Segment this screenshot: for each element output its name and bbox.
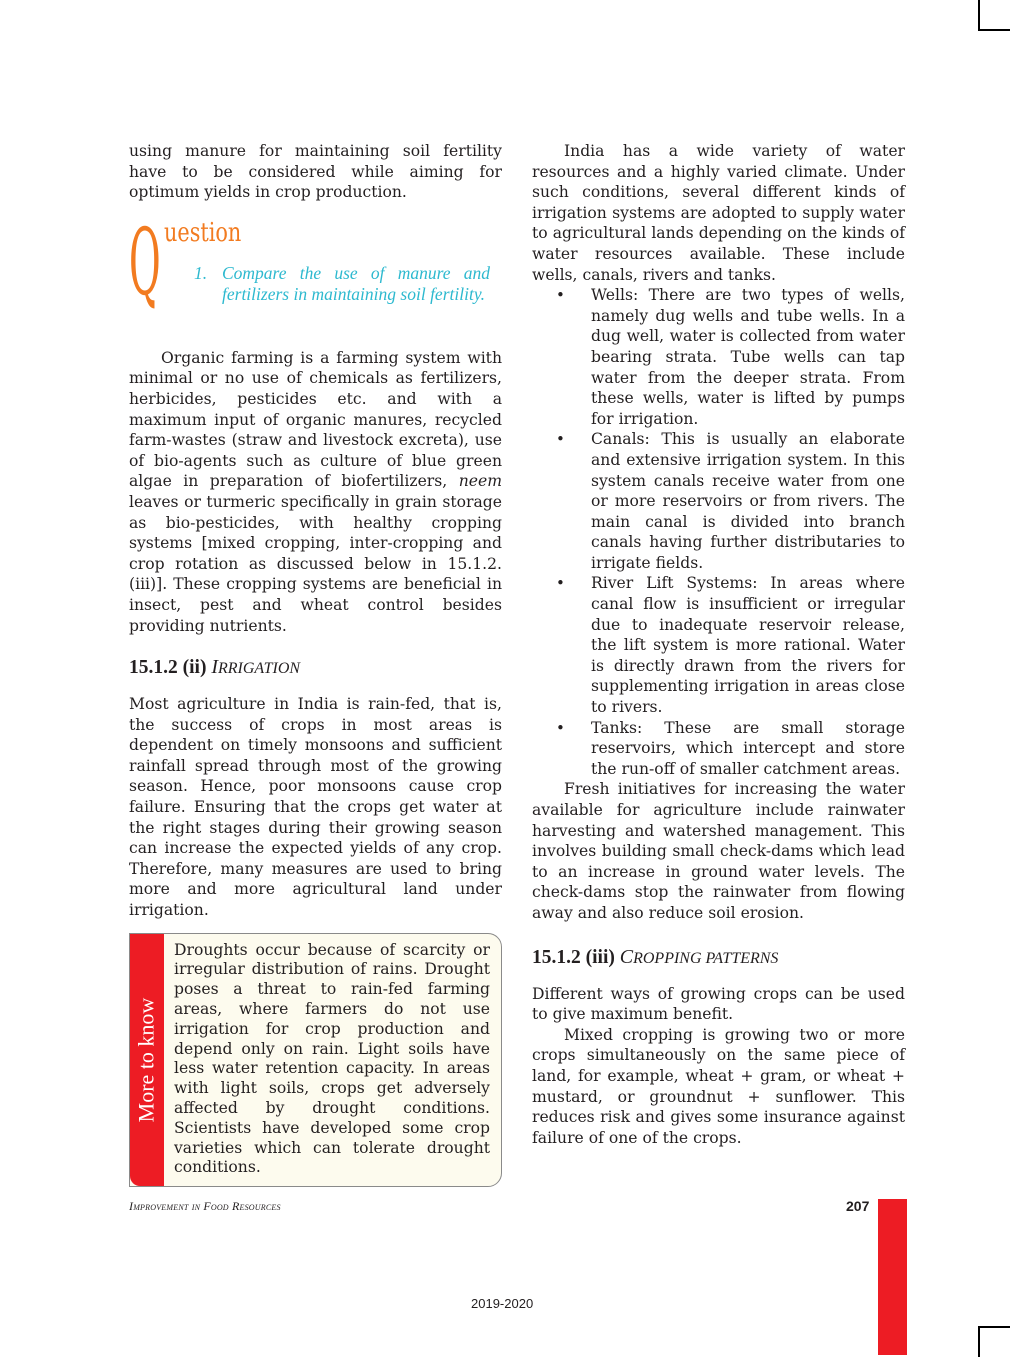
initiatives-paragraph: Fresh initiatives for increasing the water available for agriculture include rainwater harvesting and watershed management. This involves building small check-dams which lead to an increase in ground water levels. The check-dams stop the rainwater from flowing away and also reduce soil erosion. xyxy=(532,780,905,922)
more-to-know-box xyxy=(129,933,502,1187)
question-text: Compare the use of manure and fertilizers in maintaining soil fertility. xyxy=(222,262,490,304)
running-head: Improvement in Food Resources xyxy=(129,1199,281,1213)
crop-mark-bottom-right xyxy=(978,1326,1010,1357)
bullet-text: These are small storage reservoirs, which intercept and store the run-off of smaller catchment areas. xyxy=(591,718,905,778)
page-edge-red-bar xyxy=(878,1199,907,1355)
organic-text-neem: neem xyxy=(458,472,502,491)
water-resources-paragraph: India has a wide variety of water resources and a highly varied climate. Under such conditions, several different kinds of irrigation systems are adopted to supply water to agricultural lands depending on the kinds of water resources available. These include wells, canals, rivers and tanks. xyxy=(532,142,905,284)
question-number: 1. xyxy=(194,262,208,283)
organic-text-part-2: leaves or turmeric specifically in grain storage as bio-pesticides, with healthy cropping systems [mixed cropping, inter-cropping and crop rotation as discussed below in 15.1.2.(iii)]. These cropping systems are beneficial in insect, pest and wheat control besides providing nutrients. xyxy=(129,492,502,635)
organic-farming-paragraph xyxy=(129,348,502,636)
bullet-term: Wells: xyxy=(591,286,639,305)
edition-year: 2019-2020 xyxy=(471,1296,534,1311)
irrigation-title-rest: RRIGATION xyxy=(218,660,301,678)
bullet-icon: • xyxy=(556,430,565,449)
irrigation-section-title xyxy=(211,656,301,679)
irrigation-title-cap: I xyxy=(211,656,218,679)
more-to-know-tab xyxy=(130,934,164,1186)
question-letter-q: Q xyxy=(129,208,161,316)
cropping-title-rest: ROPPING PATTERNS xyxy=(633,949,779,967)
irrigation-systems-list xyxy=(532,285,905,779)
bullet-term: Tanks: xyxy=(591,718,643,737)
left-column xyxy=(129,141,502,1187)
bullet-icon: • xyxy=(556,574,565,593)
irrigation-paragraph: Most agriculture in India is rain-fed, that is, the success of crops in most areas is dependent on timely monsoons and sufficient rainfall spread through most of the growing season. Hence, poor monsoons cause crop failure. Ensuring that the crops get water at the right stages during their growing season can increase the expected yields of any crop. Therefore, many measures are used to bring more and more agricultural land under irrigation. xyxy=(129,695,502,920)
bullet-term: Canals: xyxy=(591,430,650,449)
irrigation-heading xyxy=(129,654,502,682)
bullet-text: In areas where canal flow is insufficient or irregular due to inadequate reservoir release, the lift system is more rational. Water is directly drawn from the rivers for supplementing irrigation in areas close to rivers. xyxy=(591,574,906,717)
question-item xyxy=(194,263,490,305)
bullet-text: There are two types of wells, namely dug wells and tube wells. In a dug well, water is collected from water bearing strata. Tube wells can tap water from the deeper strata. From these wells, water is lifted by pumps for irrigation. xyxy=(591,286,905,428)
list-item xyxy=(532,718,905,780)
bullet-term: River Lift Systems: xyxy=(591,574,758,593)
question-box xyxy=(129,208,502,348)
bullet-icon: • xyxy=(556,718,565,737)
cropping-paragraph-1: Different ways of growing crops can be used to give maximum benefit. xyxy=(532,984,905,1024)
mixed-cropping-paragraph: Mixed cropping is growing two or more crops simultaneously on the same piece of land, for example, wheat + gram, or wheat + mustard, or groundnut + sunflower. This reduces risk and gives some insurance against failure of one of the crops. xyxy=(532,1025,905,1147)
bullet-text: This is usually an elaborate and extensive irrigation system. In this system canals receive water from one or more reservoirs or from rivers. The main canal is divided into branch canals having further distributaries to irrigate fields. xyxy=(591,430,905,572)
more-to-know-label: More to know xyxy=(133,997,159,1122)
right-column xyxy=(532,141,905,1148)
list-item xyxy=(532,429,905,573)
cropping-heading xyxy=(532,944,905,972)
bullet-icon: • xyxy=(556,286,565,305)
more-to-know-text: Droughts occur because of scarcity or irregular distribution of rains. Drought poses a threat to rain-fed farming areas, where farmers do not use irrigation for crop production and depend only on rain. Light soils have less water retention capacity. In areas with light soils, crops get adversely affected by drought conditions. Scientists have developed some crop varieties which can tolerate drought conditions. xyxy=(174,940,490,1177)
page-number: 207 xyxy=(846,1198,870,1214)
crop-mark-top-right xyxy=(978,0,1010,31)
irrigation-section-number: 15.1.2 (ii) xyxy=(129,657,207,679)
organic-text-part-1: Organic farming is a farming system with minimal or no use of chemicals as fertilizers, herbicides, pesticides etc. and with a maximum input of organic manures, recycled farm-wastes (straw and livestock excreta), use of bio-agents such as culture of blue green algae in preparation of biofertilizers, xyxy=(129,348,502,491)
cropping-title-cap: C xyxy=(619,945,634,968)
cropping-section-title xyxy=(619,945,779,968)
cropping-section-number: 15.1.2 (iii) xyxy=(532,946,615,968)
question-heading: uestion xyxy=(164,217,242,248)
list-item xyxy=(532,573,905,717)
list-item xyxy=(532,285,905,429)
intro-paragraph: using manure for maintaining soil fertility have to be considered while aiming for optimum yields in crop production. xyxy=(129,142,502,202)
